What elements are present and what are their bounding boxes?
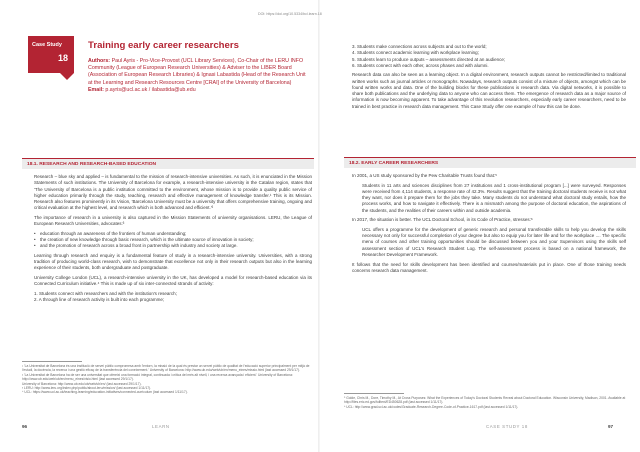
- running-head: CASE STUDY 18: [486, 424, 528, 429]
- authors-prefix: Authors:: [88, 58, 111, 64]
- block-quote: UCL offers a programme for the development of generic research and personal transferable skills to help you develop the skills necessary not only for successful completion of your degree but also to equip you for later life and for the workplace .... The specific menu of courses and other training opportunities should be discussed between you and your Supervisors using the skills self assessment section of UCL's Research Student Log. The self-assessment process is based on a national framework, the Researcher Development Framework.: [362, 226, 626, 257]
- authors-block: [88, 58, 308, 94]
- right-page: [258, 0, 640, 452]
- case-study-number: 18: [57, 53, 68, 63]
- list-item: 2. A through line of research activity is built into each programme;: [34, 297, 165, 303]
- left-body-text: [34, 174, 312, 307]
- bullet-item: • and the promotion of research across a broad front in partnership with industry and society at large.: [34, 243, 312, 249]
- page-title: Training early career researchers: [88, 40, 239, 51]
- list-item: 4. Students connect academic learning with workplace learning;: [352, 50, 479, 56]
- footnote-rule: [22, 361, 82, 362]
- page-number: 96: [22, 424, 28, 429]
- list-item: 1. Students connect with researchers and with the institution's research;: [34, 290, 177, 296]
- footnote: ² 'La Universitat de Barcelona ha de ser una universitat que ofereixi una formació integral, continuada i crítica del més alt nivell, i una recerca avançada i eficient.' University of Barcelona: http://www.ub.edu/web/ub/en/menu_eines/visio.html (last accessed 29/1/17).: [22, 372, 293, 382]
- footnote: University of Barcelona: http://www.ub.edu/ub/web/ub/en/ (last accessed 29/1/17).: [22, 381, 142, 386]
- case-study-label: Case Study: [32, 42, 62, 48]
- footnote-rule: [344, 393, 404, 394]
- list-item: 5. Students learn to produce outputs – assessments directed at an audience;: [352, 56, 506, 62]
- footnote: ⁴ UCL: https://www.ucl.ac.uk/teaching-learning/education-initiatives/connected-curriculum (last accessed 1/11/17).: [22, 390, 188, 395]
- section-title: 18.2. EARLY CAREER RESEARCHERS: [349, 160, 439, 166]
- case-study-badge-pointer: [60, 73, 74, 80]
- left-footnotes: [22, 364, 312, 395]
- paragraph: Learning through research and enquiry is a fundamental feature of study in a research-intensive university. Universities, with a strong tradition of producing world-class research, wish to demonstrate that excellence not only in their research outputs but also in the learning experience of their students, both undergraduate and postgraduate.: [34, 252, 312, 271]
- footnote: ³ LERU: http://www.leru.org/index.php/public/about-leru/mission/ (last accessed 1/11/17).: [22, 386, 152, 391]
- block-quote: Students in 11 arts and sciences disciplines from 27 institutions and 1 cross-institutional program [...] were surveyed. Responses were received from 4,114 students, a response rate of 42.3%. Results suggest that the training doctoral students receive is not what they want, nor does it prepare them for the jobs they take. Many students do not understand what doctoral study entails, how the process works, and how to navigate it effectively. There is a mismatch among the purpose of doctoral education, the aspirations of the students, and the realities of their careers within and outside academia.: [362, 182, 626, 213]
- paragraph: In 2017, the situation is better. The UCL Doctoral School, in its Code of Practice, stresses:⁶: [352, 217, 533, 223]
- footnote: ⁵ Golde, Chris M., Dore, Timothy M., At Cross Purposes: What the Experiences of Today's Doctoral Students Reveal about Doctoral Education. Wisconsin University, Madison, 2001. Available at http://files.eric.ed.gov/fulltext/ED450628.pdf (last accessed 1/11/17).: [344, 396, 626, 405]
- numbered-list: [34, 291, 312, 304]
- paragraph: University College London (UCL), a research-intensive university in the UK, has developed a model for research-based education via its Connected Curriculum initiative.⁴ This is made up of six inter-connected strands of activity:: [34, 275, 312, 287]
- section-heading-18-1: [22, 158, 314, 169]
- footnote: ¹ 'La Universitat de Barcelona és una institució de servei públic compromesa amb l'entorn, la missió de la qual és prestar un servei públic de qualitat de l'educació superior principalment per mitjà de l'estudi, la docència, la recerca i una gestió eficaç de la transferència del coneixement.' University of Barcelona: http://www.ub.edu/web/ub/en/menu_eines/missio.html (last accessed 29/1/17).: [22, 364, 310, 373]
- right-footnotes: [344, 396, 634, 409]
- right-body-text: [352, 173, 626, 277]
- doi-line: DOI: https://doi.org/10.5334/bcl.learn.18: [258, 12, 322, 16]
- authors-text: Paul Ayris - Pro-Vice-Provost (UCL Library Services), Co-Chair of the LERU INFO Community (League of European Research Universities) & Adviser to the LIBER Board (Association of European Research Libraries) & Ignasi Labastida (Head of the Research Unit at the Learning and Research Resources Centre [CRAI] of the University of Barcelona): [88, 58, 306, 86]
- section-heading-18-2: [344, 157, 636, 168]
- list-item: 6. Students connect with each other, across phases and with alumni.: [352, 62, 489, 68]
- section-title: 18.1. RESEARCH AND RESEARCH-BASED EDUCATION: [27, 161, 157, 167]
- bullet-item: • education through an awareness of the frontiers of human understanding;: [34, 231, 312, 237]
- paragraph: It follows that the need for skills development has been identified and courses/materials put in place. One of those training needs concerns research data management.: [352, 261, 626, 273]
- paragraph: Research – blue sky and applied – is fundamental to the mission of research-intensive universities. As such, it is enunciated in the Mission Statements of such institutions. The University of Barcelona for example, a research-intensive university in the Catalan region, states that 'The University of Barcelona is a public institution committed to the environment, whose mission is to provide a quality public service of higher education primarily through the study, teaching, research and effective management of knowledge transfer.¹ This is its Mission. Research also features prominently in its Vision, 'Barcelona University must be a university that offers comprehensive training, ongoing and critical evaluation at the highest level, and research which is both advanced and efficient.'²: [34, 174, 312, 211]
- running-head: LEARN: [152, 424, 170, 429]
- bullet-list: [34, 231, 312, 250]
- footnote: ⁶ UCL: http://www.grad.ucl.ac.uk/codes/Graduate-Research-Degree-Code-of-Practice-1617.pdf (last accessed 1/11/17).: [344, 404, 519, 409]
- list-item: 3. Students make connections across subjects and out to the world;: [352, 44, 487, 49]
- case-study-badge: [28, 36, 74, 73]
- email-address[interactable]: p.ayris@ucl.ac.uk / ilabastida@ub.edu: [105, 86, 196, 93]
- page-number: 97: [608, 424, 614, 429]
- bullet-item: • the creation of new knowledge through basic research, which is the ultimate source of innovation in society;: [34, 237, 312, 243]
- paragraph: In 2001, a US study sponsored by the Pew Charitable Trusts found that:⁵: [352, 173, 497, 178]
- right-body-top: [352, 44, 626, 113]
- email-prefix: Email:: [88, 86, 104, 93]
- numbered-list: [352, 44, 626, 69]
- paragraph: Research data can also be seen as a learning object. In a digital environment, research outputs cannot be restricted/limited to traditional written works such as journal articles or monographs. Nowadays, research outputs consist of a mixture of objects, amongst which can be found written works and data. One of the building blocks for these publications is research data. Via digital networks, it is possible to share both publications and the underlying data to anyone who can access them. The emergence of research data as a major source of information is now becoming apparent. To take advantage of this revolution researchers, especially early career researchers, need to be trained in best practice in research data management. This Case Study offer one example of how this can be done.: [352, 72, 626, 109]
- paragraph: The importance of research in a university is also captured in the Mission Statements of university organisations. LERU, the League of European Research Universities, advocates:³: [34, 214, 312, 227]
